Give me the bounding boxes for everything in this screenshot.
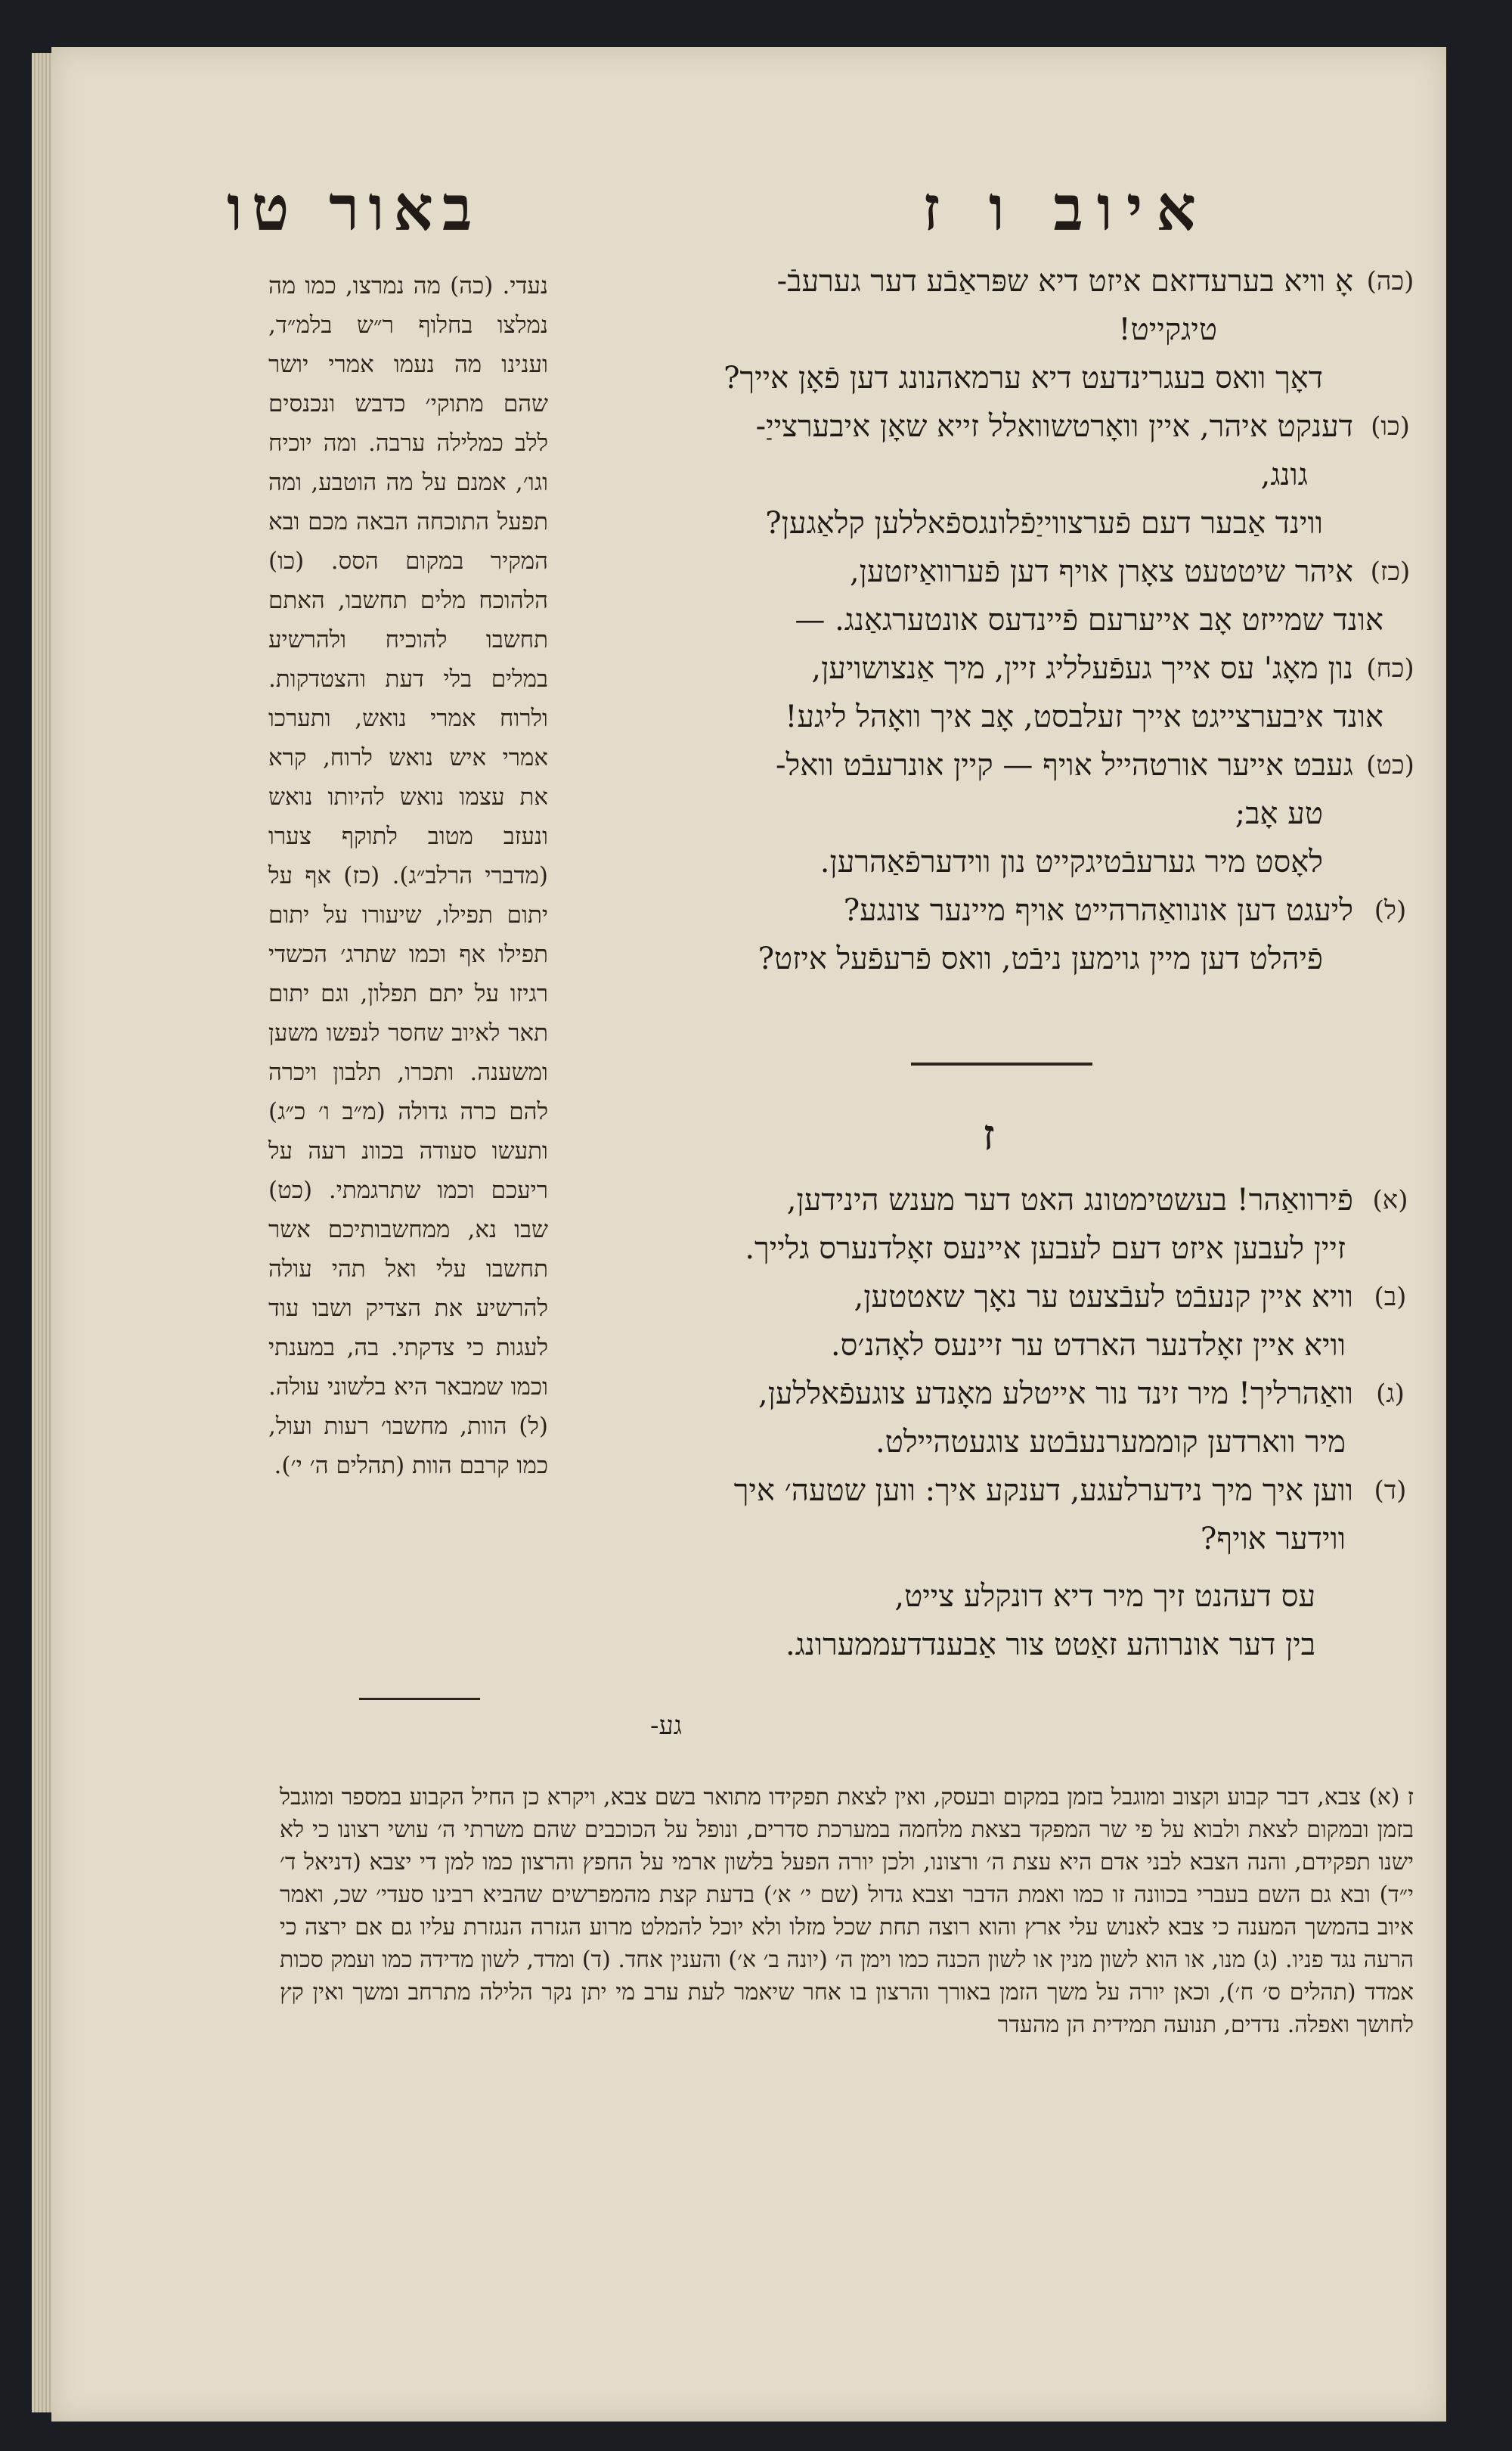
- verse-number: (כח): [1366, 653, 1414, 684]
- verse: [575, 935, 1414, 983]
- verse-line: וויא איין קנעבֿט לעבֿצעט ער נאָך שאטטען,: [854, 1280, 1353, 1314]
- verse: [559, 1572, 1414, 1621]
- verse-line: פֿיהלט דען מיין גוימען ניבֿט, וואס פֿרעפֿעל איזט?: [758, 942, 1323, 976]
- verse: [575, 402, 1414, 499]
- verse-line: אָ וויא בערעדזאם איזט דיא שפּראַבֿע דער גערעבֿ-: [776, 264, 1353, 299]
- verse-number: (ל): [1374, 895, 1407, 926]
- verse-line: וויא איין זאָלדנער הארדט ער זיינעס לאָהנ׳ס.: [830, 1328, 1346, 1363]
- verse-number: (ד): [1374, 1475, 1407, 1506]
- verse-line: אונד איבערצייגט אייך זעלבסט, אָב איך וואָהל ליגע!: [785, 700, 1383, 734]
- verse-number: (כט): [1366, 750, 1414, 780]
- verse-number: (א): [1372, 1185, 1408, 1215]
- verse-line: טיגקייט!: [1118, 312, 1217, 347]
- commentary-title: באור טו: [227, 172, 482, 245]
- verse-line: בין דער אונרוהע זאַטט צור אַבענדדעממערונג.: [785, 1627, 1315, 1662]
- verse-number: (ג): [1376, 1379, 1405, 1409]
- verse-line: דענקט איהר, איין וואָרטשוואלל זייא שאָן איבערצייַ-: [755, 409, 1353, 444]
- verse-line: געבט אייער אורטהייל אויף — קיין אונרעבֿט וואל-: [776, 748, 1353, 783]
- verse-number: (כה): [1366, 266, 1414, 296]
- verse-line: גונג,: [1260, 458, 1308, 492]
- section-divider: [911, 1063, 1092, 1066]
- verse-line: עס דעהנט זיך מיר דיא דונקלע צייט,: [894, 1579, 1315, 1614]
- footnotes: ז (א) צבא, דבר קבוע וקצוב ומוגבל בזמן במקום ובעסק, ואין לצאת תפקידו מתואר בשם צבא, ויקרא כן החיל הקבוע במספר ומוגבל בזמן ובמקום לצאת ולבוא על פי שר המפקד בצאת מלחמה במערכת סדרים, ונופל על הכוכבים שהם משרתי ה׳ עושי רצונו כי לא ישנו תפקידם, והנה הצבא לבני אדם היא עצת ה׳ ורצונו, ולכן יורה הפעל בלשון ארמי על החפץ והרצון כמו למן די יצבא (דניאל ד׳ י״ד) ובא גם השם בעברי בכוונה זו כמו ואמת הדבר וצבא גדול (שם י׳ א׳) בדעת קצת מהמפרשים שהביא רבינו סעדי׳ שכ, ואמר איוב בהמשך המענה כי צבא לאנוש עלי ארץ והוא רוצה תחת שכל מזלו ולא יוכל להמלט מרוע הגזרה הנגזרת עליו גם אם ירצה כי הרעה נגד פניו. (ג) מנו, או הוא לשון מנין או לשון הכנה כמו וימן ה׳ (יונה ב׳ א׳) והענין אחד. (ד) ומדד, לשון מדידה כמו ועמק סכות אמדד (תהלים ס׳ ח׳), וכאן יורה על משך הזמן באורך והרצון בו אחר שיאמר לעת ערב מי יתן נקר הלילה מתרחב ומשך ואין קץ לחושך ואפלה. נדדים, תנועה תמידית הן מהעדר: [280, 1784, 1414, 2038]
- verse: [559, 1176, 1414, 1273]
- verse-column-b: [559, 1176, 1414, 1669]
- verse-line: ווידער אויף?: [1200, 1522, 1346, 1556]
- chapter-number: ז: [983, 1110, 995, 1160]
- verse: [559, 1466, 1414, 1563]
- page-header: [227, 172, 1210, 256]
- verse: [559, 1370, 1414, 1466]
- commentary-column: נעדי. (כה) מה נמרצו, כמו מה נמלצו בחלוף ר״ש בלמ״ד, וענינו מה נעמו אמרי יושר שהם מתוקי׳ כדבש ונכנסים ללב כמלילה ערבה. ומה יוכיח וגו׳, אמנם על מה הוטבע, ומה תפעל התוכחה הבאה מכם ובא המקיר במקום הסס. (כו) הלהוכח מלים תחשבו, האתם תחשבו להוכיח ולהרשיע במלים בלי דעת והצטדקות. ולרוח אמרי נואש, ותערכו אמרי איש נואש לרוח, קרא את עצמו נואש להיותו נואש ונעזב מטוב לתוקף צערו (מדברי הרלב״ג). (כז) אף על יתום תפילו, שיעורו על יתום תפילו אף וכמו שתרג׳ הכשדי רגיזו על יתם תפלון, וגם יתום תאר לאיוב שחסר לנפשו משען ומשענה. ותכרו, תלבון ויכרה להם כרה גדולה (מ״ב ו׳ כ״ג) ותעשו סעודה בכוונ רעה על ריעכם וכמו שתרגמתי. (כט) שבו נא, ממחשבותיכם אשר תחשבו עלי ואל תהי עולה להרשיע את הצדיק ושבו עוד לעגות כי צדקתי. בה, במענתי וכמו שמבאר היא בלשוני עולה. (ל) הוות, מחשבו׳ רעות ועול, כמו קרבם הוות (תהלים ה׳ י׳).: [268, 272, 548, 1479]
- verse-line: פֿירוואַהר! בעשטימטונג האט דער מענש הינידען,: [786, 1183, 1353, 1218]
- verse-line: אונד שמייזט אָב אייערעם פֿיינדעס אונטערגאַנג. —: [795, 603, 1383, 638]
- running-title: איוב ו ז: [922, 172, 1210, 245]
- verse: [575, 838, 1414, 886]
- verse: [575, 257, 1414, 354]
- verse: [575, 644, 1414, 741]
- catchword: גע-: [650, 1711, 682, 1741]
- verse: [559, 1621, 1414, 1669]
- commentary-divider: [359, 1698, 480, 1700]
- verse-number: (כז): [1370, 557, 1411, 587]
- verse-line: לאָסט מיר גערעבֿטיגקייט נון ווידערפֿאַהרען.: [820, 845, 1323, 880]
- verse-line: זיין לעבען איזט דעם לעבען איינעס זאָלדנערס גלייך.: [745, 1231, 1346, 1266]
- verse: [575, 741, 1414, 838]
- verse-column-a: [575, 257, 1414, 983]
- verse-line: וואַהרליך! מיר זינד נור אייטלע מאָנדע צוגעפֿאללען,: [758, 1376, 1353, 1411]
- verse: [575, 548, 1414, 644]
- verse-line: טע אָב;: [1235, 796, 1323, 831]
- verse-line: איהר שיטטעט צאָרן אויף דען פֿערוואַיזטען,: [849, 554, 1353, 589]
- verse-line: ווען איך מיך נידערלעגע, דענקע איך: ווען שטעה׳ איך: [733, 1473, 1353, 1508]
- verse-line: ליעגט דען אונוואַהרהייט אויף מיינער צונגע?: [843, 893, 1353, 928]
- verse: [575, 886, 1414, 935]
- verse-line: דאָך וואס בעגרינדעט דיא ערמאהנונג דען פֿאָן אייך?: [723, 361, 1323, 396]
- verse-number: (ב): [1374, 1282, 1407, 1312]
- verse: [575, 499, 1414, 548]
- verse-line: מיר ווארדען קוממערנעבֿטע צוגעטהיילט.: [875, 1425, 1346, 1460]
- verse-number: (כו): [1371, 411, 1410, 442]
- verse-line: נון מאָג' עס אייך געפֿעלליג זיין, מיך אַנצושויען,: [811, 651, 1353, 686]
- verse: [559, 1273, 1414, 1370]
- verse-line: ווינד אַבער דעם פֿערצווייַפֿלונגספֿאללען קלאַגען?: [765, 506, 1323, 541]
- verse: [575, 354, 1414, 402]
